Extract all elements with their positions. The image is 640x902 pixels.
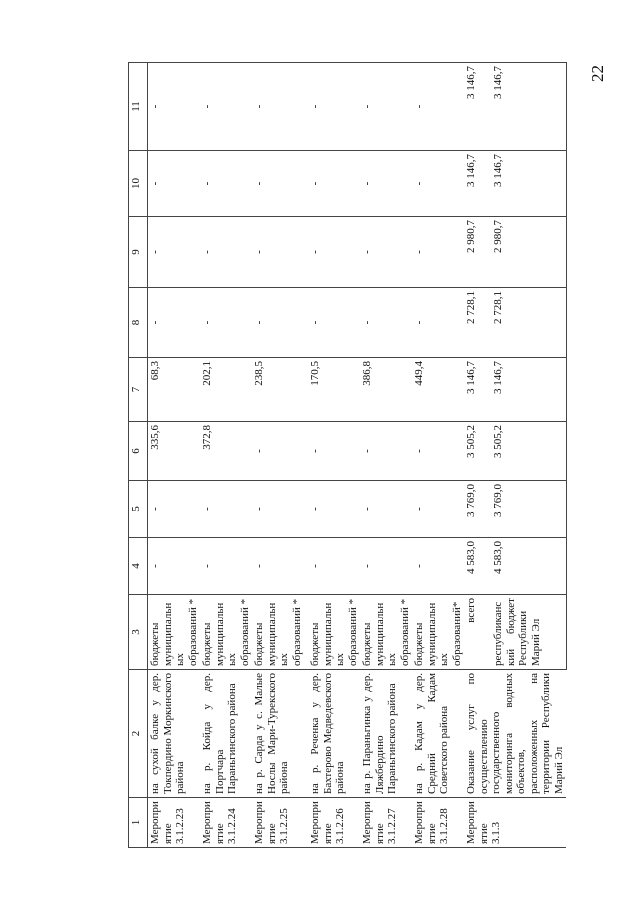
value-cell: - <box>148 63 201 151</box>
location-cell: Оказание услуг по осуществлению государственного мониторинга водных объектов, расположенных на территории Республики Марий Эл <box>464 670 566 798</box>
table-row <box>464 63 491 848</box>
value-cell: 3 505,2 <box>464 422 491 481</box>
location-cell: на сухой балке у дер. Токпердино Моркинского района <box>148 670 201 798</box>
value-cell: - <box>412 481 464 538</box>
value-cell: - <box>200 217 252 288</box>
value-cell: 335,6 <box>148 422 201 481</box>
col-header: 7 <box>129 358 148 422</box>
event-cell: Мероприятие 3.1.2.23 <box>148 798 201 848</box>
value-cell: - <box>412 217 464 288</box>
source-cell: бюджеты муниципальных образований * <box>360 595 412 670</box>
table-row <box>308 63 360 848</box>
value-cell: - <box>308 422 360 481</box>
location-cell: на р. Сарда у с. Малые Нослы Мари-Турекского района <box>252 670 308 798</box>
value-cell: - <box>148 288 201 358</box>
value-cell: 3 769,0 <box>464 481 491 538</box>
value-cell: - <box>308 538 360 595</box>
col-header: 8 <box>129 288 148 358</box>
value-cell: 238,5 <box>252 358 308 422</box>
location-cell: на р. Койда у дер. Портчара Параньгинского района <box>200 670 252 798</box>
value-cell: 3 146,7 <box>491 151 566 217</box>
value-cell: - <box>200 63 252 151</box>
table-row <box>360 63 412 848</box>
source-cell: всего <box>464 595 491 670</box>
col-header: 6 <box>129 422 148 481</box>
event-cell: Мероприятие 3.1.3 <box>464 798 566 848</box>
source-cell: бюджеты муниципальных образований * <box>200 595 252 670</box>
value-cell: - <box>360 481 412 538</box>
budget-table <box>128 62 567 848</box>
value-cell: - <box>360 217 412 288</box>
col-header: 1 <box>129 798 148 848</box>
value-cell: 2 980,7 <box>491 217 566 288</box>
value-cell: - <box>412 538 464 595</box>
value-cell: 2 728,1 <box>464 288 491 358</box>
value-cell: - <box>148 538 201 595</box>
table-header-row <box>129 63 148 848</box>
value-cell: - <box>252 538 308 595</box>
value-cell: - <box>148 481 201 538</box>
event-cell: Мероприятие 3.1.2.27 <box>360 798 412 848</box>
col-header: 11 <box>129 63 148 151</box>
value-cell: - <box>360 151 412 217</box>
value-cell: 68,3 <box>148 358 201 422</box>
location-cell: на р. Кадам у дер. Средний Кадам Советского района <box>412 670 464 798</box>
source-cell: республиканский бюджет Республики Марий Эл <box>491 595 566 670</box>
table-row <box>200 63 252 848</box>
value-cell: - <box>200 151 252 217</box>
value-cell: 3 769,0 <box>491 481 566 538</box>
value-cell: 372,8 <box>200 422 252 481</box>
value-cell: - <box>308 151 360 217</box>
value-cell: - <box>412 63 464 151</box>
value-cell: - <box>412 151 464 217</box>
value-cell: - <box>252 481 308 538</box>
table-row <box>148 63 201 848</box>
value-cell: - <box>308 63 360 151</box>
value-cell: - <box>360 422 412 481</box>
value-cell: 449,4 <box>412 358 464 422</box>
value-cell: 3 146,7 <box>464 63 491 151</box>
table-row <box>252 63 308 848</box>
col-header: 9 <box>129 217 148 288</box>
value-cell: - <box>200 288 252 358</box>
value-cell: - <box>252 288 308 358</box>
value-cell: - <box>360 288 412 358</box>
value-cell: - <box>308 217 360 288</box>
value-cell: - <box>200 481 252 538</box>
value-cell: - <box>412 422 464 481</box>
source-cell: бюджеты муниципальных образований* <box>412 595 464 670</box>
value-cell: 2 980,7 <box>464 217 491 288</box>
location-cell: на р. Реченка у дер. Бахтерово Медведевского района <box>308 670 360 798</box>
col-header: 4 <box>129 538 148 595</box>
value-cell: 3 146,7 <box>491 63 566 151</box>
value-cell: - <box>148 217 201 288</box>
value-cell: - <box>412 288 464 358</box>
table-row <box>412 63 464 848</box>
value-cell: - <box>252 422 308 481</box>
value-cell: - <box>252 63 308 151</box>
source-cell: бюджеты муниципальных образований * <box>308 595 360 670</box>
value-cell: 386,8 <box>360 358 412 422</box>
value-cell: - <box>200 538 252 595</box>
event-cell: Мероприятие 3.1.2.24 <box>200 798 252 848</box>
event-cell: Мероприятие 3.1.2.28 <box>412 798 464 848</box>
value-cell: 202,1 <box>200 358 252 422</box>
value-cell: 4 583,0 <box>491 538 566 595</box>
col-header: 5 <box>129 481 148 538</box>
value-cell: - <box>308 288 360 358</box>
location-cell: на р. Параньгинка у дер. Ляжбердино Параньгинского района <box>360 670 412 798</box>
event-cell: Мероприятие 3.1.2.25 <box>252 798 308 848</box>
value-cell: 3 146,7 <box>491 358 566 422</box>
source-cell: бюджеты муниципальных образований * <box>148 595 201 670</box>
value-cell: - <box>252 151 308 217</box>
page-number: 22 <box>588 65 607 82</box>
value-cell: - <box>360 63 412 151</box>
value-cell: 170,5 <box>308 358 360 422</box>
col-header: 10 <box>129 151 148 217</box>
value-cell: 2 728,1 <box>491 288 566 358</box>
col-header: 3 <box>129 595 148 670</box>
value-cell: - <box>148 151 201 217</box>
value-cell: 3 146,7 <box>464 151 491 217</box>
event-cell: Мероприятие 3.1.2.26 <box>308 798 360 848</box>
value-cell: - <box>308 481 360 538</box>
source-cell: бюджеты муниципальных образований * <box>252 595 308 670</box>
value-cell: - <box>252 217 308 288</box>
col-header: 2 <box>129 670 148 798</box>
value-cell: - <box>360 538 412 595</box>
value-cell: 3 505,2 <box>491 422 566 481</box>
value-cell: 4 583,0 <box>464 538 491 595</box>
value-cell: 3 146,7 <box>464 358 491 422</box>
